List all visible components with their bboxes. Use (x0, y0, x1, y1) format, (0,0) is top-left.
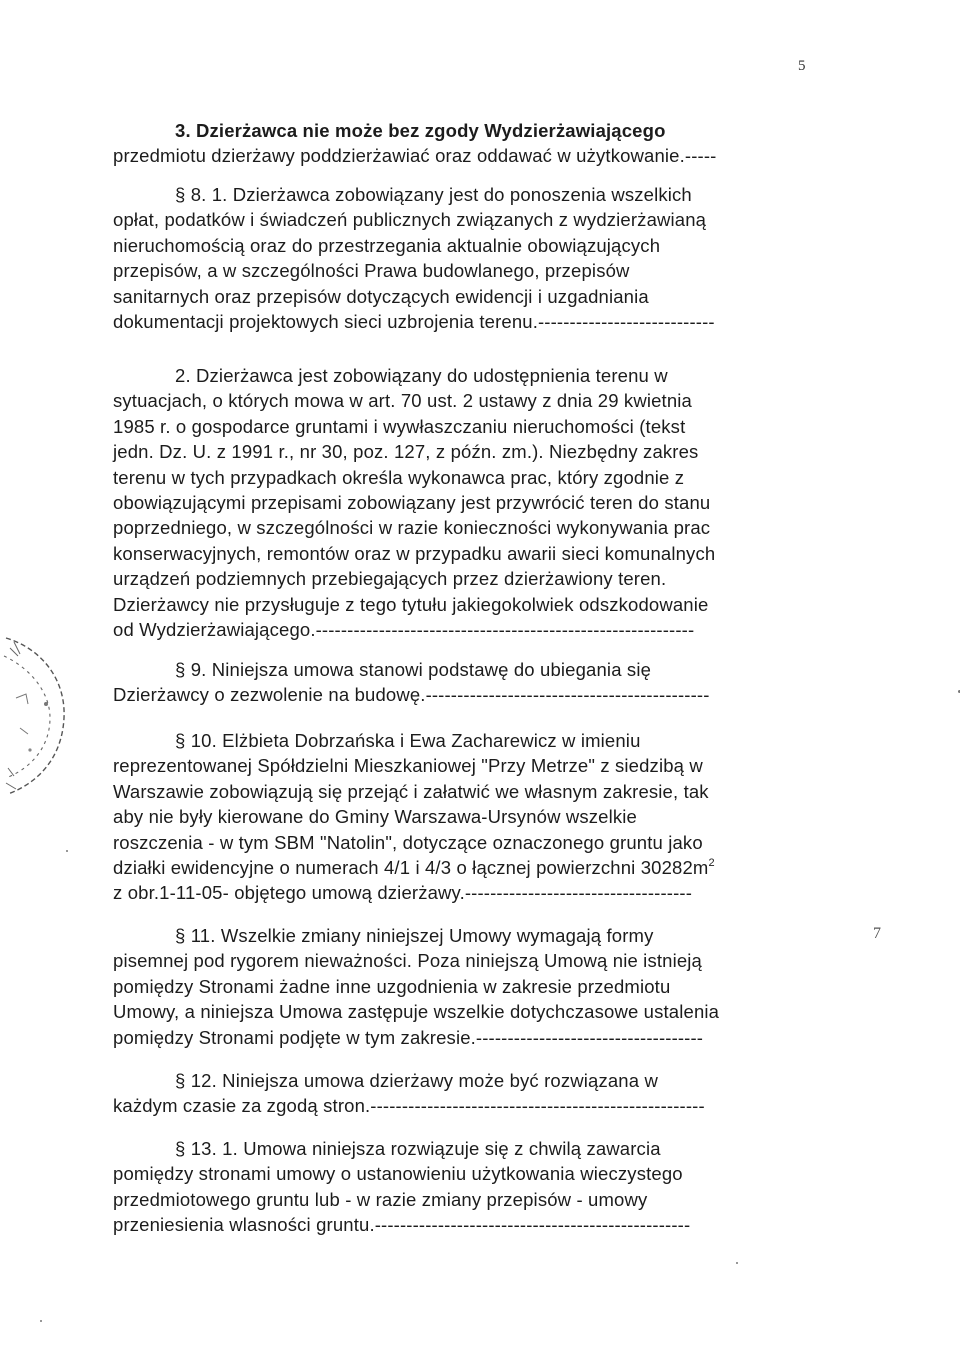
text-line: terenu w tych przypadkach określa wykonawca prac, który zgodnie z (113, 466, 685, 488)
scan-speck (40, 1320, 42, 1322)
text-line: § 11. Wszelkie zmiany niniejszej Umowy wymagają formy (175, 925, 654, 946)
text-line: Umowy, a niniejsza Umowa zastępuje wszelkie dotychczasowe ustalenia (113, 1001, 720, 1023)
text-line: pomiędzy Stronami żadne inne uzgodnienia w zakresie przedmiotu (113, 975, 671, 997)
text-line: nieruchomością oraz do przestrzegania aktualnie obowiązujących (113, 234, 661, 256)
scan-speck (736, 1262, 738, 1264)
text-line: urządzeń podziemnych przebiegających przez dzierżawiony teren. (113, 568, 667, 590)
text-line: sanitarnych oraz przepisów dotyczących ewidencji i uzgadniania (113, 285, 649, 307)
text-line: Dzierżawcy o zezwolenie na budowę.--------------------------------------------- (113, 684, 710, 706)
paragraph-section-10 (113, 728, 813, 906)
margin-mark: 7 (873, 925, 881, 942)
text-line: sytuacjach, o których mowa w art. 70 ust. 2 ustawy z dnia 29 kwietnia (113, 390, 692, 412)
text-line: opłat, podatków i świadczeń publicznych związanych z wydzierżawianą (113, 209, 707, 231)
text-line: od Wydzierżawiającego.------------------------------------------------------------ (113, 619, 695, 641)
text-line: 2. Dzierżawca jest zobowiązany do udostępnienia terenu w (175, 365, 668, 386)
text-line: przedmiotu dzierżawy poddzierżawiać oraz oddawać w użytkowanie.----- (113, 145, 717, 167)
paragraph-section-8-2 (113, 363, 813, 642)
paragraph-section-12 (113, 1068, 813, 1119)
text-line: z obr.1-11-05- objętego umową dzierżawy.------------------------------------ (113, 882, 693, 904)
text-line: pomiędzy stronami umowy o ustanowieniu użytkowania wieczystego (113, 1163, 683, 1185)
stamp-seal-icon (0, 608, 80, 808)
paragraph-section-9 (113, 657, 813, 708)
text-line: jedn. Dz. U. z 1991 r., nr 30, poz. 127, z późn. zm.). Niezbędny zakres (113, 441, 699, 463)
text-line: roszczenia - w tym SBM "Natolin", dotyczące oznaczonego gruntu jako (113, 831, 703, 853)
text-line (113, 855, 813, 880)
scan-speck (66, 850, 68, 852)
text-line: aby nie były kierowane do Gminy Warszawa-Ursynów wszelkie (113, 806, 637, 828)
text-line: przepisów, a w szczególności Prawa budowlanego, przepisów (113, 260, 630, 282)
text-line: Dzierżawcy nie przysługuje z tego tytułu jakiegokolwiek odszkodowanie (113, 593, 709, 615)
text-line: reprezentowanej Spółdzielni Mieszkaniowej "Przy Metrze" z siedzibą w (113, 755, 703, 777)
text-line: pisemnej pod rygorem nieważności. Poza niniejszą Umową nie istnieją (113, 950, 702, 972)
text-line: § 8. 1. Dzierżawca zobowiązany jest do ponoszenia wszelkich (175, 184, 692, 205)
page-number: 5 (798, 58, 806, 74)
text-line: przeniesienia wlasności gruntu.-------------------------------------------------- (113, 1214, 691, 1236)
text-line: § 12. Niniejsza umowa dzierżawy może być rozwiązana w (175, 1070, 658, 1091)
text-line: przedmiotowego gruntu lub - w razie zmiany przepisów - umowy (113, 1188, 648, 1210)
text-line: 1985 r. o gospodarce gruntami i wywłaszczaniu nieruchomości (tekst (113, 415, 686, 437)
text-line: obowiązującymi przepisami zobowiązany jest przywrócić teren do stanu (113, 492, 711, 514)
text-line: pomiędzy Stronami podjęte w tym zakresie.------------------------------------ (113, 1026, 704, 1048)
text-line: § 9. Niniejsza umowa stanowi podstawę do ubiegania się (175, 659, 652, 680)
paragraph-section-8-1 (113, 182, 813, 334)
text-line: poprzedniego, w szczególności w razie konieczności wykonywania prac (113, 517, 711, 539)
text-line: konserwacyjnych, remontów oraz w przypadku awarii sieci komunalnych (113, 542, 716, 564)
text-line: każdym czasie za zgodą stron.----------------------------------------------------- (113, 1095, 705, 1117)
text-line: Warszawie zobowiązują się przejąć i załatwić we własnym zakresie, tak (113, 780, 709, 802)
text-line: dokumentacji projektowych sieci uzbrojenia terenu.---------------------------- (113, 311, 715, 333)
superscript: 2 (708, 857, 715, 870)
text-line-content: działki ewidencyjne o numerach 4/1 i 4/3 o łącznej powierzchni 30282m (113, 857, 709, 879)
paragraph-section-11 (113, 923, 813, 1050)
text-line: § 13. 1. Umowa niniejsza rozwiązuje się z chwilą zawarcia (175, 1138, 661, 1159)
paragraph-section-13-1 (113, 1136, 813, 1238)
text-line: 3. Dzierżawca nie może bez zgody Wydzierżawiającego (175, 120, 666, 141)
paragraph-item-3 (113, 118, 813, 169)
text-line: § 10. Elżbieta Dobrzańska i Ewa Zacharewicz w imieniu (175, 730, 641, 751)
